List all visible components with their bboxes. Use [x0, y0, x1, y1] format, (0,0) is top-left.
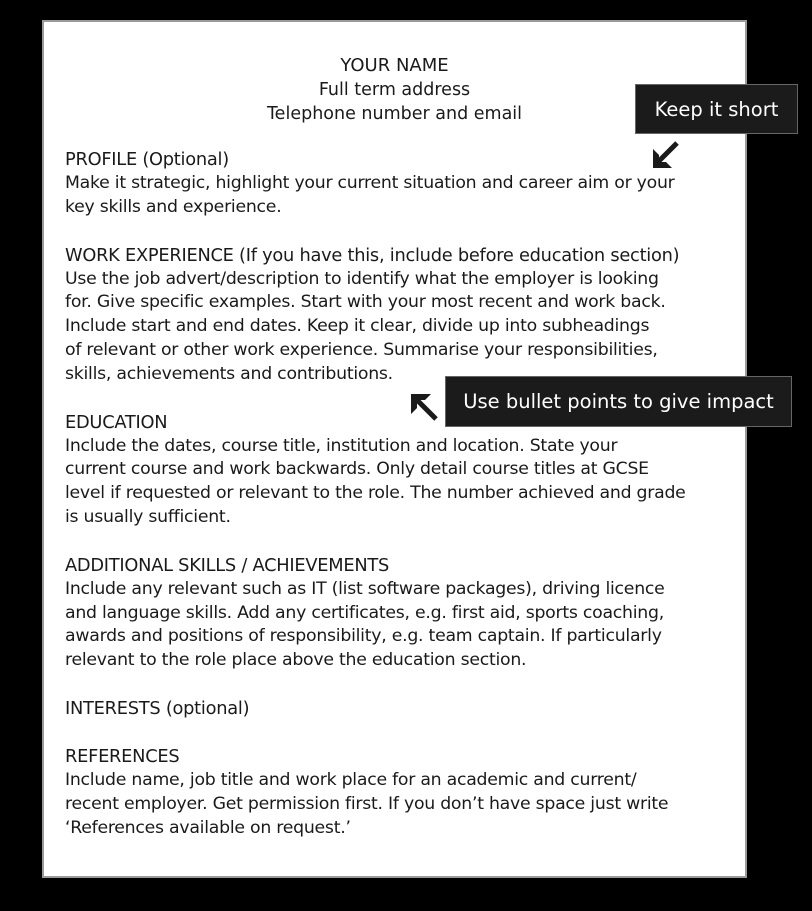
section-line: current course and work backwards. Only detail course titles at GCSE [65, 459, 649, 480]
cv-name: YOUR NAME [340, 55, 449, 76]
cv-contact: Telephone number and email [266, 104, 523, 124]
section-work-experience [65, 244, 745, 387]
callout-bullet-points: Use bullet points to give impact [445, 376, 792, 427]
section-line: for. Give specific examples. Start with your most recent and work back. [65, 292, 666, 313]
cv-sections [65, 148, 745, 864]
section-title: PROFILE (Optional) [65, 149, 229, 170]
section-title: INTERESTS (optional) [65, 697, 250, 719]
section-line: skills, achievements and contributions. [65, 363, 393, 384]
section-line: ‘References available on request.’ [65, 817, 351, 838]
section-line: recent employer. Get permission first. If you don’t have space just write [65, 793, 669, 814]
section-line: Include the dates, course title, institution and location. State your [65, 435, 618, 456]
arrow-up-left-icon [408, 391, 440, 423]
section-body [65, 268, 745, 387]
cv-address: Full term address [318, 80, 471, 100]
section-body [65, 435, 745, 530]
cv-template-page [42, 20, 747, 878]
section-additional-skills [65, 554, 745, 673]
section-title: REFERENCES [65, 745, 180, 767]
section-line: key skills and experience. [65, 196, 282, 217]
arrow-down-left-icon [650, 139, 682, 171]
section-interests [65, 697, 745, 721]
section-education [65, 411, 745, 530]
section-body [65, 172, 745, 220]
section-line: awards and positions of responsibility, e.g. team captain. If particularly [65, 626, 662, 647]
section-line: relevant to the role place above the education section. [65, 650, 527, 671]
section-title: WORK EXPERIENCE (If you have this, include before education section) [65, 244, 680, 266]
section-line: is usually sufficient. [65, 506, 231, 527]
section-line: of relevant or other work experience. Summarise your responsibilities, [65, 339, 658, 360]
section-body [65, 769, 745, 840]
section-references [65, 745, 745, 840]
section-title: ADDITIONAL SKILLS / ACHIEVEMENTS [65, 554, 390, 576]
section-line: level if requested or relevant to the role. The number achieved and grade [65, 483, 686, 504]
section-line: Use the job advert/description to identify what the employer is looking [65, 268, 659, 289]
section-line: Include start and end dates. Keep it clear, divide up into subheadings [65, 316, 650, 337]
section-line: Make it strategic, highlight your current situation and career aim or your [65, 173, 675, 193]
callout-keep-it-short: Keep it short [635, 84, 798, 134]
section-body [65, 578, 745, 673]
section-profile [65, 148, 745, 220]
section-line: Include name, job title and work place for an academic and current/ [65, 769, 637, 790]
section-title: EDUCATION [65, 411, 168, 433]
section-line: Include any relevant such as IT (list software packages), driving licence [65, 578, 665, 599]
section-line: and language skills. Add any certificates, e.g. first aid, sports coaching, [65, 602, 664, 623]
